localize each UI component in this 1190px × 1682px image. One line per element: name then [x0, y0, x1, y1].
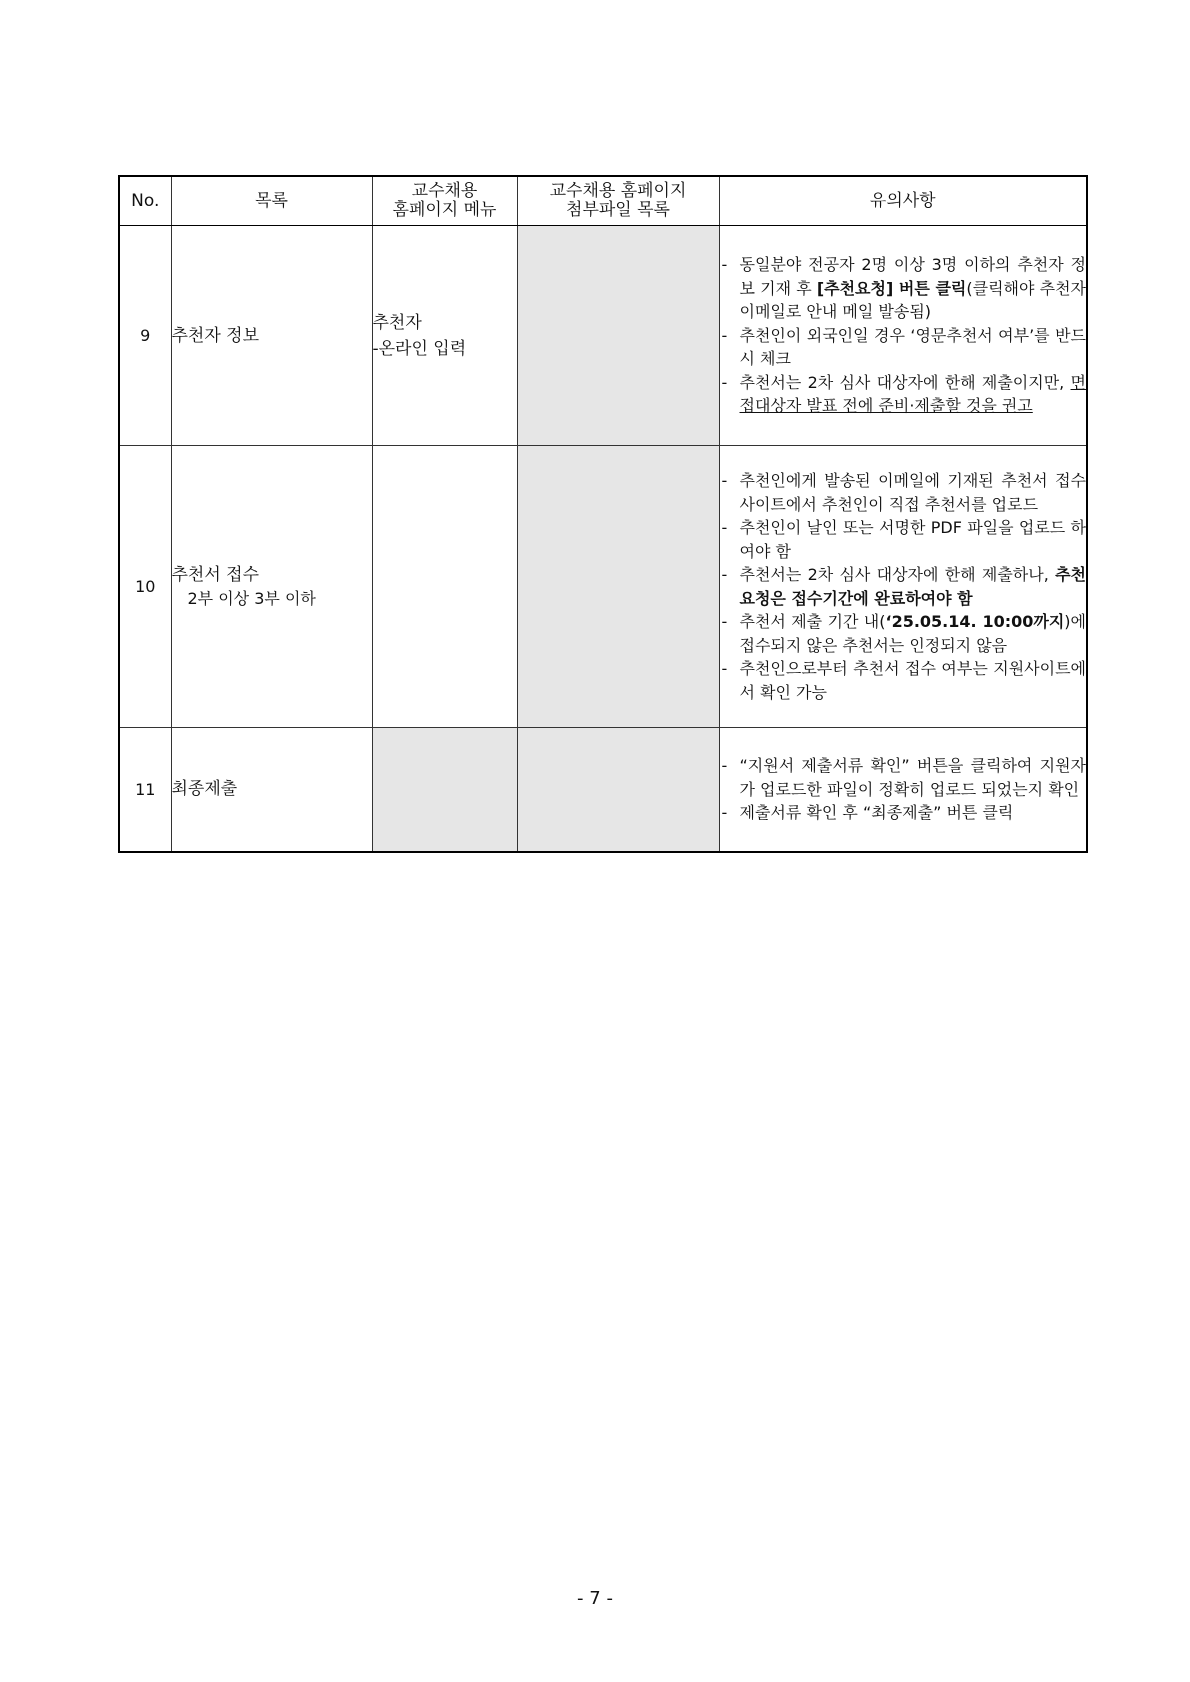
row-menu — [372, 728, 517, 852]
table-row — [119, 728, 1087, 852]
note-bold-text: 추천 요청은 접수기간에 완료하여야 함 — [739, 565, 1086, 608]
header-notes: 유의사항 — [719, 176, 1087, 226]
note-text: 제출서류 확인 후 “최종제출” 버튼 클릭 — [739, 803, 1014, 822]
header-no: No. — [119, 176, 171, 226]
document-table — [118, 175, 1088, 853]
row-menu-line1: 추천자 — [372, 312, 422, 333]
row-attachments — [517, 226, 719, 446]
note-item — [720, 754, 1087, 801]
row-item: 최종제출 — [171, 728, 372, 852]
row-number: 9 — [119, 226, 171, 446]
row-notes — [719, 728, 1087, 852]
note-item — [720, 657, 1087, 704]
row-item-label: 추천서 접수 — [171, 564, 260, 585]
note-item — [720, 253, 1087, 324]
note-bold-text: ‘25.05.14. 10:00까지 — [885, 612, 1065, 631]
page-number: - 7 - — [577, 1588, 613, 1609]
note-item — [720, 371, 1087, 418]
note-item — [720, 469, 1087, 516]
header-attachments-line1: 교수채용 홈페이지 — [549, 181, 687, 201]
row-item: 추천자 정보 — [171, 226, 372, 446]
row-notes — [719, 446, 1087, 728]
note-bold-text: [추천요청] 버튼 클릭 — [816, 278, 967, 298]
note-text: “지원서 제출서류 확인” 버튼을 클릭하여 지원자가 업로드한 파일이 정확히 업로드 되었는지 확인 — [739, 756, 1086, 799]
header-menu-line2: 홈페이지 메뉴 — [392, 200, 497, 220]
note-text: 추천서는 2차 심사 대상자에 한해 제출이지만, — [739, 372, 1071, 392]
note-underlined-text: 면접대상자 발표 전에 준비·제출할 것을 권고 — [739, 372, 1086, 416]
row-attachments — [517, 728, 719, 852]
row-number: 11 — [119, 728, 171, 852]
row-attachments — [517, 446, 719, 728]
table-row — [119, 226, 1087, 446]
note-text: 추천서 제출 기간 내( — [739, 612, 886, 631]
note-text: 추천서는 2차 심사 대상자에 한해 제출하나, — [739, 565, 1056, 584]
header-attachments — [517, 176, 719, 226]
note-text: 추천인이 외국인일 경우 ‘영문추천서 여부’를 반드시 체크 — [739, 325, 1086, 369]
note-item — [720, 563, 1087, 610]
row-number: 10 — [119, 446, 171, 728]
note-item — [720, 324, 1087, 371]
note-text: 추천인으로부터 추천서 접수 여부는 지원사이트에서 확인 가능 — [739, 659, 1086, 702]
note-text: 동일분야 전공자 2명 이상 3명 이하의 추천자 정보 기재 후 — [739, 255, 1086, 298]
note-text: )에 접수되지 않은 추천서는 인정되지 않음 — [739, 612, 1086, 655]
row-menu — [372, 226, 517, 446]
note-text: (클릭해야 추천자 이메일로 안내 메일 발송됨) — [739, 278, 1086, 322]
table-header-row — [119, 176, 1087, 226]
row-item-sub: 2부 이상 3부 이하 — [187, 588, 316, 608]
note-item — [720, 801, 1087, 825]
table-row — [119, 446, 1087, 728]
header-menu — [372, 176, 517, 226]
row-menu — [372, 446, 517, 728]
row-notes — [719, 226, 1087, 446]
note-text: 추천인이 날인 또는 서명한 PDF 파일을 업로드 하여야 함 — [739, 518, 1086, 561]
header-item: 목록 — [171, 176, 372, 226]
row-item — [171, 446, 372, 728]
header-attachments-line2: 첨부파일 목록 — [566, 200, 670, 220]
note-text: 추천인에게 발송된 이메일에 기재된 추천서 접수사이트에서 추천인이 직접 추천서를 업로드 — [739, 471, 1086, 514]
header-menu-line1: 교수채용 — [411, 181, 478, 201]
row-menu-line2: -온라인 입력 — [372, 338, 467, 359]
note-item — [720, 610, 1087, 657]
note-item — [720, 516, 1087, 563]
